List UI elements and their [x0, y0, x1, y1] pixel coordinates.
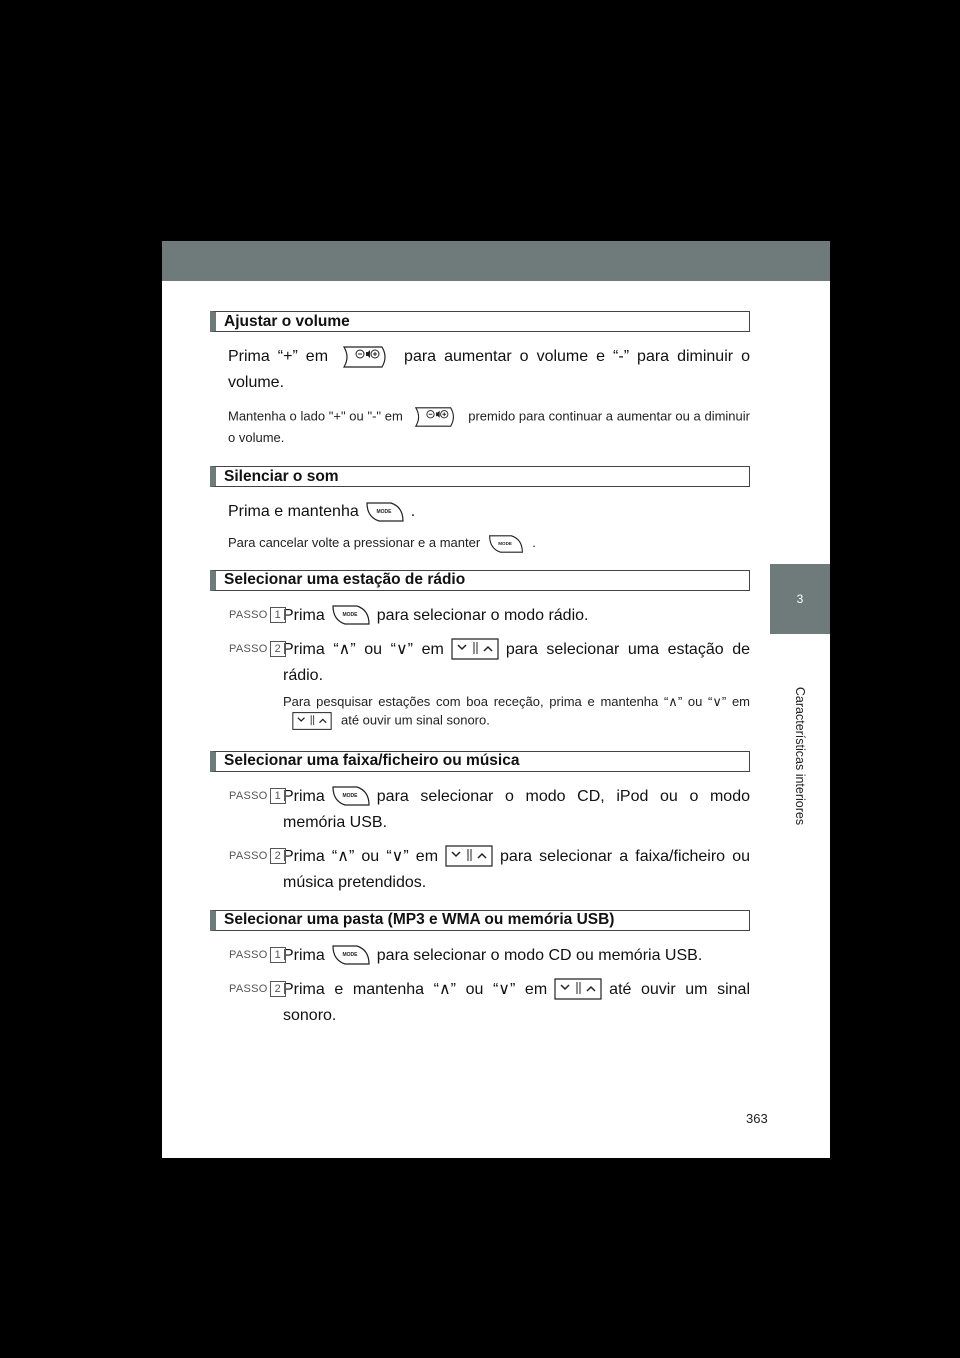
mode-button-icon: [486, 534, 526, 554]
page-content: [210, 311, 750, 1029]
text-fragment: Prima: [283, 606, 325, 624]
mode-button-icon: [331, 785, 371, 807]
text-fragment: para selecionar a faixa/ficheiro ou música pretendidos.: [283, 847, 750, 891]
step-label: PASSO: [229, 849, 268, 862]
mode-button-icon: [365, 501, 405, 523]
volume-minus-plus-icon: [413, 406, 459, 428]
page-number: 363: [746, 1111, 768, 1126]
text-fragment: para selecionar o modo CD, iPod ou o modo memória USB.: [283, 787, 750, 831]
text-fragment: Prima e mantenha “∧” ou “∨” em: [283, 980, 548, 998]
step-badge: [228, 947, 286, 963]
section-title: Selecionar uma pasta (MP3 e WMA ou memória USB): [224, 911, 615, 929]
step-badge: [228, 981, 286, 997]
step-badge: [228, 848, 286, 864]
text-fragment: Para cancelar volte a pressionar e a manter: [228, 535, 481, 550]
step-number: 2: [270, 981, 286, 997]
page-header-band: [162, 241, 830, 281]
seek-down-up-icon: [289, 711, 335, 731]
text-fragment: até ouvir um sinal sonoro.: [341, 712, 490, 727]
step-label: PASSO: [229, 982, 268, 995]
step-label: PASSO: [229, 642, 268, 655]
step-number: 2: [270, 848, 286, 864]
section-heading-volume: [210, 311, 750, 332]
step-number: 2: [270, 641, 286, 657]
step-item: [210, 603, 750, 629]
text-fragment: Prima “∧” ou “∨” em: [283, 640, 444, 658]
text-fragment: para selecionar uma estação de rádio.: [283, 640, 750, 684]
mode-button-icon: [331, 944, 371, 966]
chapter-number: 3: [796, 592, 804, 606]
seek-down-up-icon: [444, 844, 494, 868]
step-label: PASSO: [229, 608, 268, 621]
step-number: 1: [270, 788, 286, 804]
manual-page: [162, 241, 830, 1158]
text-fragment: Prima e mantenha: [228, 503, 359, 520]
text-fragment: .: [532, 535, 536, 550]
step-item: [210, 844, 750, 896]
step-label: PASSO: [229, 948, 268, 961]
text-fragment: .: [410, 503, 416, 520]
step-item: [210, 784, 750, 836]
mute-note: [210, 533, 750, 554]
radio-note: [210, 693, 750, 731]
volume-paragraph: [210, 344, 750, 396]
chapter-title-vertical: [762, 641, 838, 871]
folder-steps: [210, 943, 750, 1029]
mute-paragraph: [210, 499, 750, 525]
text-fragment: para aumentar o volume e “-” para diminuir o volume.: [228, 348, 750, 391]
section-title: Selecionar uma estação de rádio: [224, 571, 466, 589]
text-fragment: Prima “∧” ou “∨” em: [283, 847, 439, 865]
text-fragment: Para pesquisar estações com boa receção, prima e mantenha “∧” ou “∨” em: [283, 693, 750, 709]
text-fragment: para selecionar o modo rádio.: [376, 606, 589, 624]
step-item: [210, 977, 750, 1029]
text-fragment: premido para continuar a aumentar ou a diminuir o volume.: [228, 408, 750, 445]
section-title: Silenciar o som: [224, 467, 339, 485]
seek-down-up-icon: [553, 977, 603, 1001]
chapter-tab: [770, 564, 830, 634]
section-heading-radio: [210, 570, 750, 591]
step-item: [210, 637, 750, 689]
volume-note: [210, 406, 750, 448]
section-heading-mute: [210, 466, 750, 487]
seek-down-up-icon: [450, 637, 500, 661]
section-title: Ajustar o volume: [224, 312, 350, 330]
step-number: 1: [270, 947, 286, 963]
text-fragment: Prima: [283, 946, 325, 964]
text-fragment: para selecionar o modo CD ou memória USB.: [376, 946, 703, 964]
step-badge: [228, 607, 286, 623]
step-number: 1: [270, 607, 286, 623]
track-steps: [210, 784, 750, 896]
text-fragment: até ouvir um sinal sonoro.: [283, 980, 751, 1024]
section-heading-track: [210, 751, 750, 772]
text-fragment: Mantenha o lado "+" ou "-" em: [228, 408, 403, 424]
section-title: Selecionar uma faixa/ficheiro ou música: [224, 752, 520, 770]
volume-minus-plus-icon: [342, 345, 390, 369]
radio-steps: [210, 603, 750, 731]
mode-button-icon: [331, 604, 371, 626]
text-fragment: Prima “+” em: [228, 348, 329, 365]
step-badge: [228, 641, 286, 657]
step-label: PASSO: [229, 789, 268, 802]
step-badge: [228, 788, 286, 804]
step-item: [210, 943, 750, 969]
chapter-title: Características interiores: [793, 686, 807, 826]
section-heading-folder: [210, 910, 750, 931]
text-fragment: Prima: [283, 787, 325, 805]
